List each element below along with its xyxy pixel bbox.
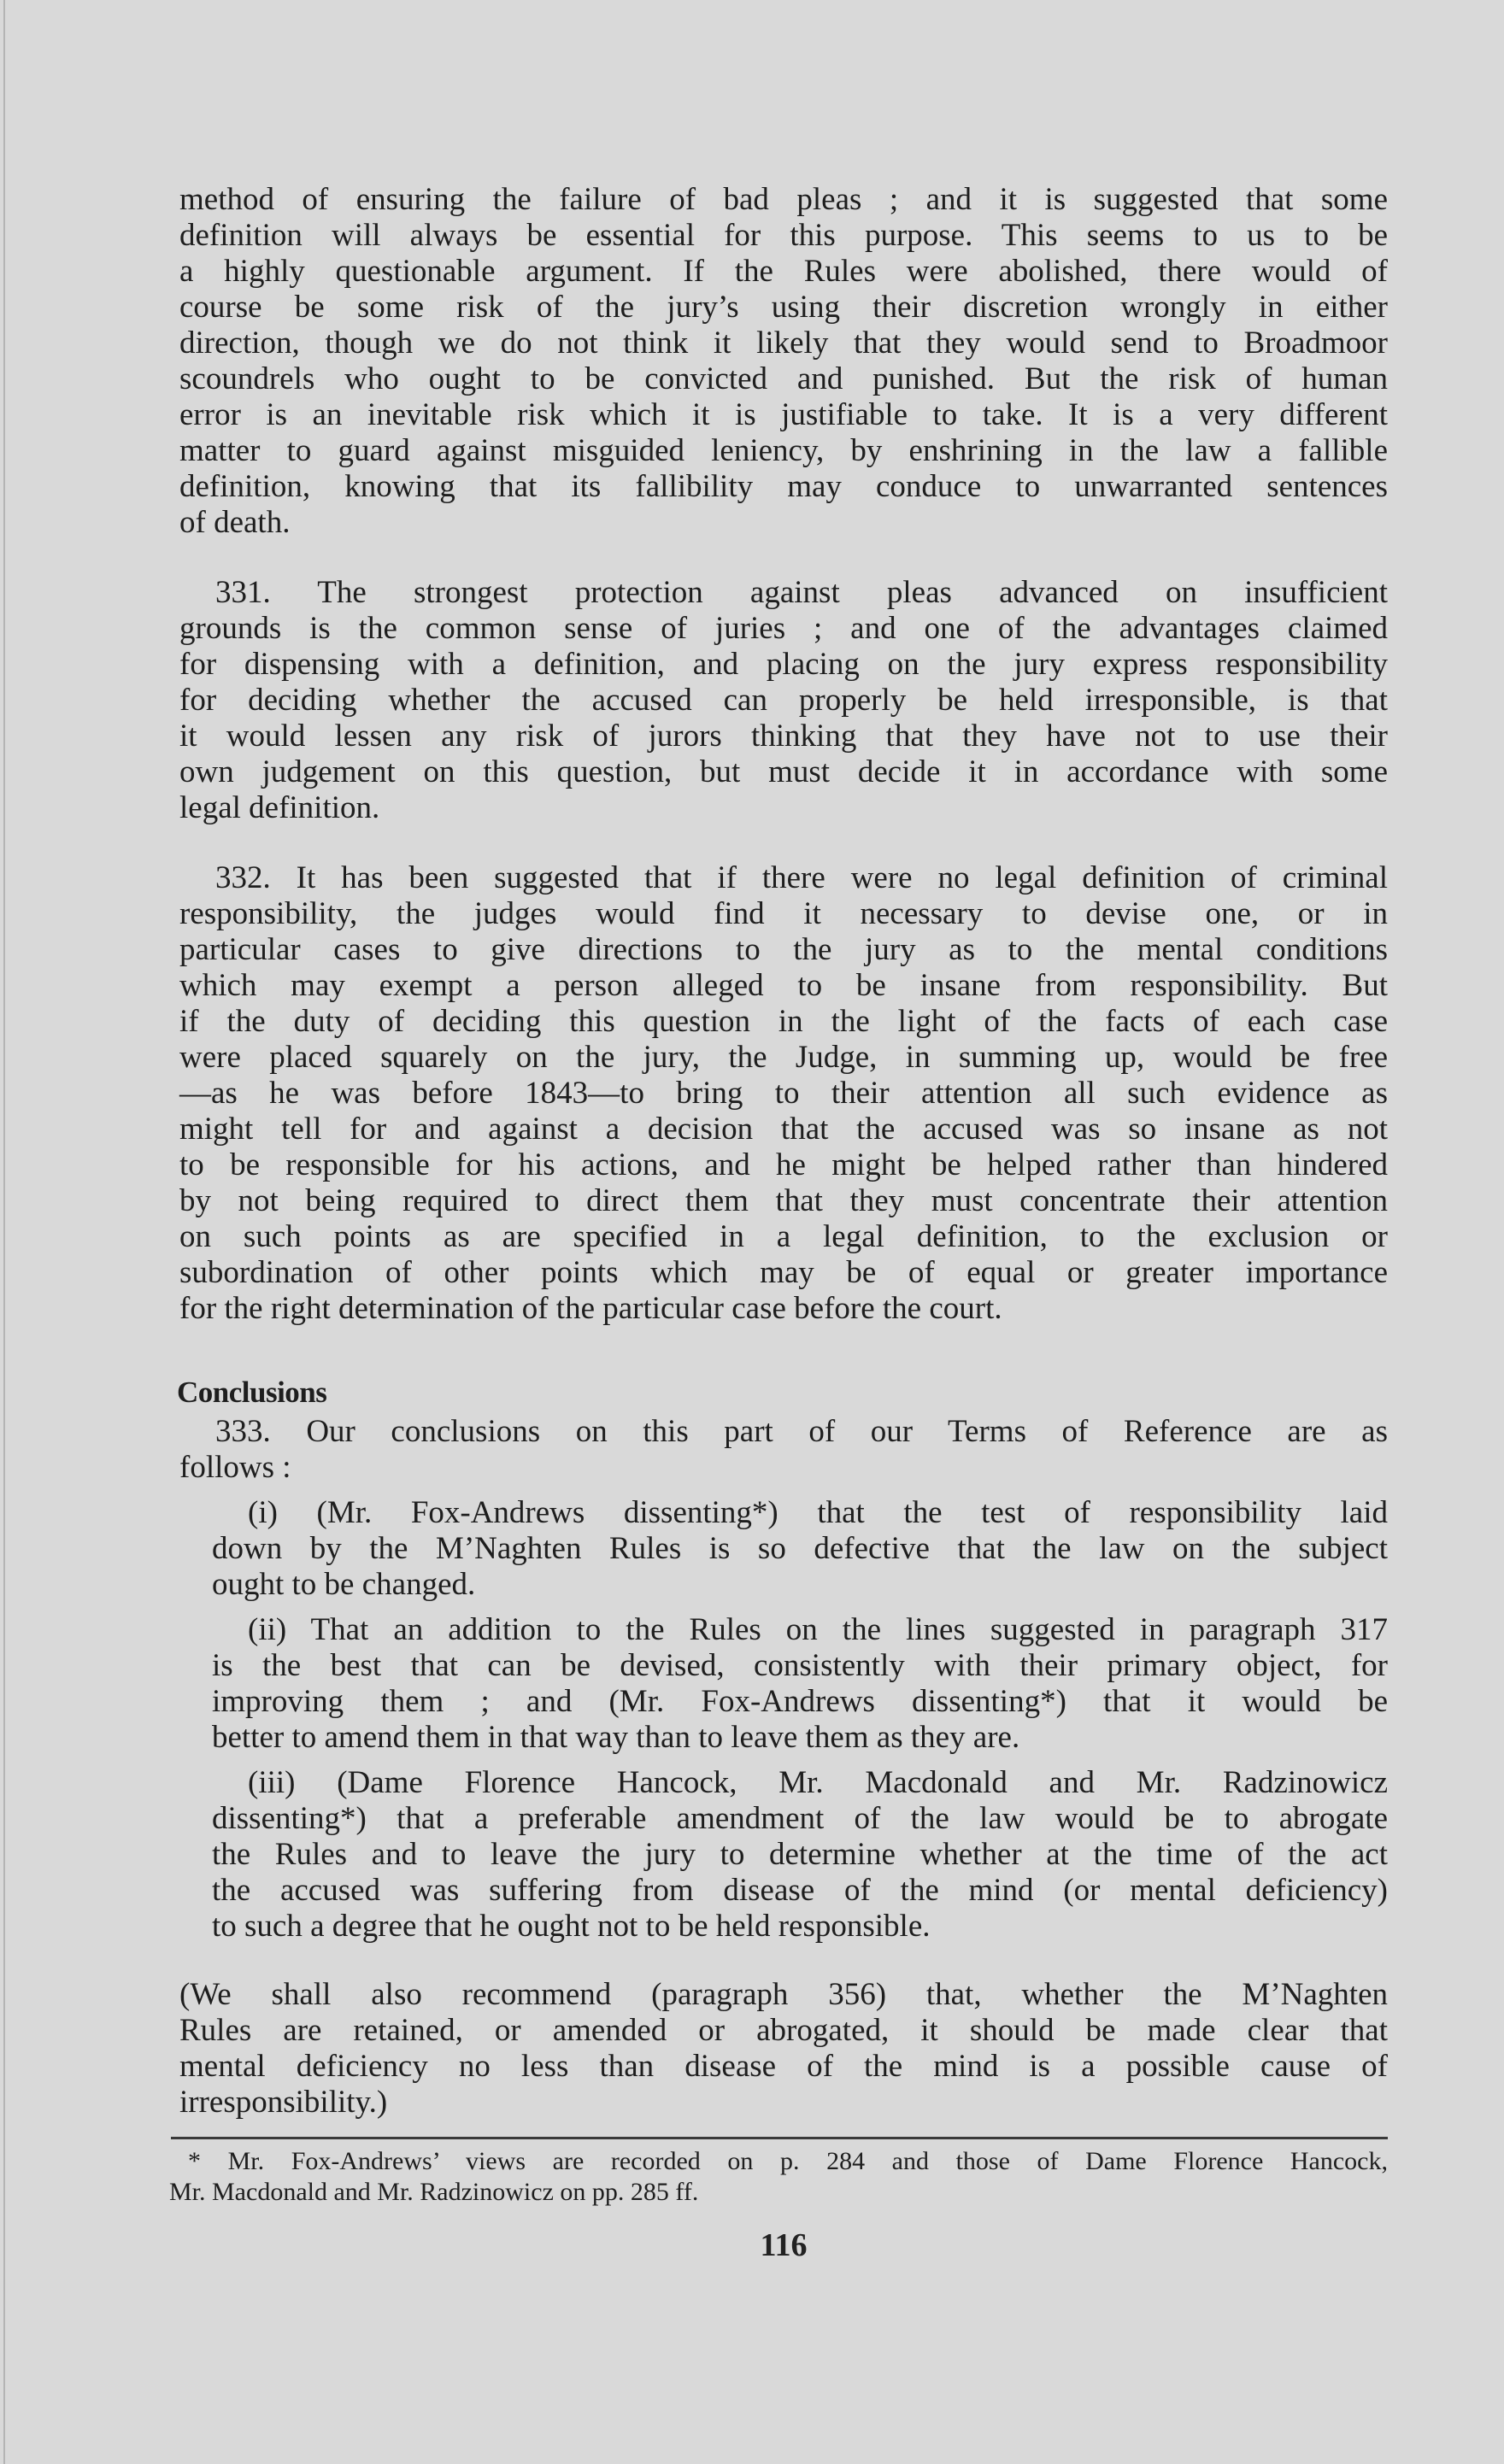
text-line: error is an inevitable risk which it is justifiable to take. It is a very different [179, 397, 1388, 432]
text-line: on such points as are specified in a legal definition, to the exclusion or [179, 1219, 1388, 1254]
text-line: own judgement on this question, but must decide it in accordance with some [179, 754, 1388, 789]
text-line: (We shall also recommend (paragraph 356) that, whether the M’Naghten [179, 1977, 1388, 2012]
footnote-line: * Mr. Fox-Andrews’ views are recorded on p. 284 and those of Dame Florence Hancock, [188, 2147, 1388, 2175]
text-line: legal definition. [179, 790, 380, 825]
text-line: irresponsibility.) [179, 2085, 388, 2120]
text-line: matter to guard against misguided leniency, by enshrining in the law a fallible [179, 433, 1388, 468]
text-line: to be responsible for his actions, and he might be helped rather than hindered [179, 1147, 1388, 1182]
text-line: 331. The strongest protection against pleas advanced on insufficient [215, 575, 1388, 610]
text-line: if the duty of deciding this question in the light of the facts of each case [179, 1004, 1388, 1039]
text-line: of death. [179, 505, 291, 540]
text-line: 333. Our conclusions on this part of our Terms of Reference are as [215, 1414, 1388, 1449]
text-line: particular cases to give directions to the jury as to the mental conditions [179, 932, 1388, 967]
text-line: which may exempt a person alleged to be insane from responsibility. But [179, 968, 1388, 1003]
text-line: scoundrels who ought to be convicted and punished. But the risk of human [179, 361, 1388, 396]
text-line: for dispensing with a definition, and placing on the jury express responsibility [179, 647, 1388, 682]
text-line: dissenting*) that a preferable amendment of the law would be to abrogate [212, 1801, 1388, 1836]
text-line: 332. It has been suggested that if there were no legal definition of criminal [215, 860, 1388, 895]
text-line: might tell for and against a decision that the accused was so insane as not [179, 1112, 1388, 1147]
text-line: a highly questionable argument. If the Rules were abolished, there would of [179, 254, 1388, 289]
text-line: mental deficiency no less than disease of the mind is a possible cause of [179, 2049, 1388, 2084]
text-line: grounds is the common sense of juries ; and one of the advantages claimed [179, 611, 1388, 646]
text-line: responsibility, the judges would find it necessary to devise one, or in [179, 896, 1388, 931]
text-line: —as he was before 1843—to bring to their attention all such evidence as [179, 1076, 1388, 1111]
text-line: better to amend them in that way than to leave them as they are. [212, 1720, 1020, 1755]
text-line: down by the M’Naghten Rules is so defective that the law on the subject [212, 1531, 1388, 1566]
text-line: ought to be changed. [212, 1567, 476, 1602]
text-line: for deciding whether the accused can properly be held irresponsible, is that [179, 683, 1388, 718]
text-line: definition, knowing that its fallibility may conduce to unwarranted sentences [179, 469, 1388, 504]
text-line: it would lessen any risk of jurors thinking that they have not to use their [179, 719, 1388, 754]
text-line: (ii) That an addition to the Rules on the lines suggested in paragraph 317 [248, 1612, 1388, 1647]
text-line: (iii) (Dame Florence Hancock, Mr. Macdonald and Mr. Radzinowicz [248, 1765, 1388, 1800]
footnote-line: Mr. Macdonald and Mr. Radzinowicz on pp. 285 ff. [169, 2178, 699, 2206]
text-line: Rules are retained, or amended or abrogated, it should be made clear that [179, 2013, 1388, 2048]
text-line: improving them ; and (Mr. Fox-Andrews dissenting*) that it would be [212, 1684, 1388, 1719]
text-line: definition will always be essential for this purpose. This seems to us to be [179, 218, 1388, 253]
text-line: method of ensuring the failure of bad pleas ; and it is suggested that some [179, 182, 1388, 217]
page-number: 116 [760, 2227, 808, 2263]
text-line: subordination of other points which may be of equal or greater importance [179, 1255, 1388, 1290]
section-heading-conclusions: Conclusions [177, 1376, 327, 1409]
footnote-divider [171, 2137, 1388, 2139]
text-line: (i) (Mr. Fox-Andrews dissenting*) that the test of responsibility laid [248, 1495, 1388, 1530]
text-line: course be some risk of the jury’s using their discretion wrongly in either [179, 290, 1388, 325]
text-line: is the best that can be devised, consistently with their primary object, for [212, 1648, 1388, 1683]
text-line: for the right determination of the particular case before the court. [179, 1291, 1002, 1326]
text-line: follows : [179, 1450, 291, 1485]
text-line: direction, though we do not think it likely that they would send to Broadmoor [179, 326, 1388, 361]
text-line: were placed squarely on the jury, the Judge, in summing up, would be free [179, 1040, 1388, 1075]
text-line: by not being required to direct them that they must concentrate their attention [179, 1183, 1388, 1218]
text-line: to such a degree that he ought not to be held responsible. [212, 1909, 931, 1944]
page-spine-edge [3, 0, 5, 2464]
text-line: the Rules and to leave the jury to determine whether at the time of the act [212, 1837, 1388, 1872]
text-line: the accused was suffering from disease of the mind (or mental deficiency) [212, 1873, 1388, 1908]
